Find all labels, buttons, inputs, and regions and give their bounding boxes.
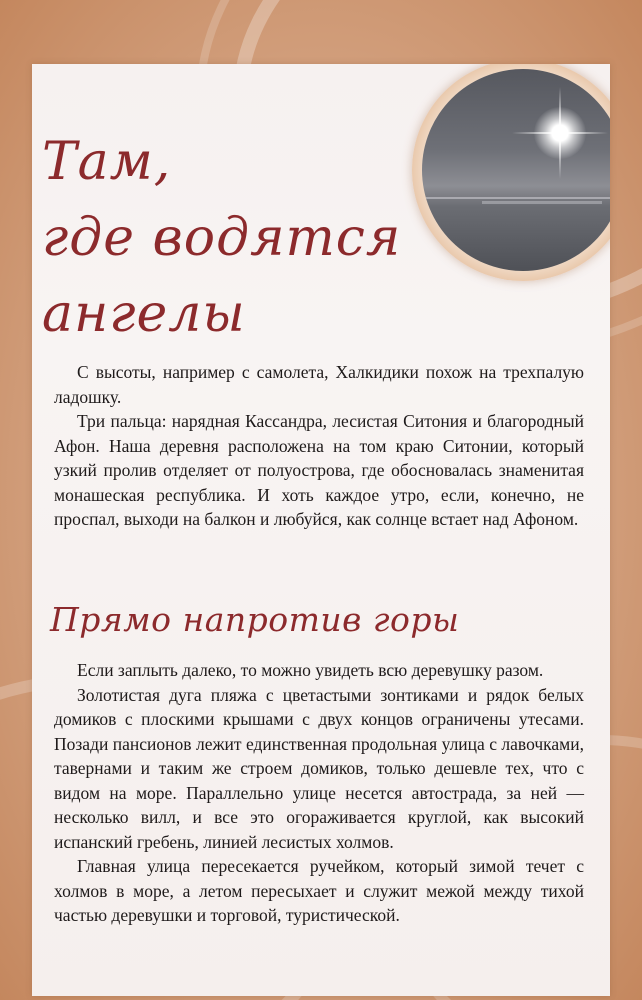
intro-paragraph: С высоты, например с самолета, Халкидики похож на трехпалую ладошку. [54, 362, 584, 407]
content-page [32, 64, 610, 996]
section-heading: Прямо напротив горы [50, 600, 460, 639]
intro-paragraph: Три пальца: нарядная Кассандра, лесистая Ситония и благородный Афон. Наша деревня расположена на том краю Ситонии, который узкий пролив отделяет от полуострова, где обосновалась знаменитая монашеская республика. И хоть каждое утро, если, конечно, не проспал, выходи на балкон и любуйся, как солнце встает над Афоном. [54, 411, 584, 529]
body-paragraph: Главная улица пересекается ручейком, который зимой течет с холмов в море, а летом пересыхает и служит межой между тихой частью деревушки и торговой, туристической. [54, 856, 584, 925]
chapter-title-line-3: ангелы [42, 284, 246, 344]
chapter-title [42, 124, 462, 352]
body-text [54, 658, 584, 928]
body-paragraph: Золотистая дуга пляжа с цветастыми зонтиками и рядок белых домиков с плоскими крышами с двух концов ограничены утесами. Позади пансионов лежит единственная продольная улица с лавочками, тавернами и таким же строем домиков, только дешевле тех, что с видом на море. Параллельно улице несется автострада, за ней — несколько вилл, и все это огораживается круглой, как высокий испанский гребень, линией лесистых холмов. [54, 684, 584, 852]
chapter-title-line-1: Там, [42, 132, 172, 192]
body-paragraph: Если заплыть далеко, то можно увидеть всю деревушку разом. [77, 660, 544, 680]
intro-text [54, 360, 584, 532]
chapter-title-line-2: где водятся [42, 208, 402, 268]
